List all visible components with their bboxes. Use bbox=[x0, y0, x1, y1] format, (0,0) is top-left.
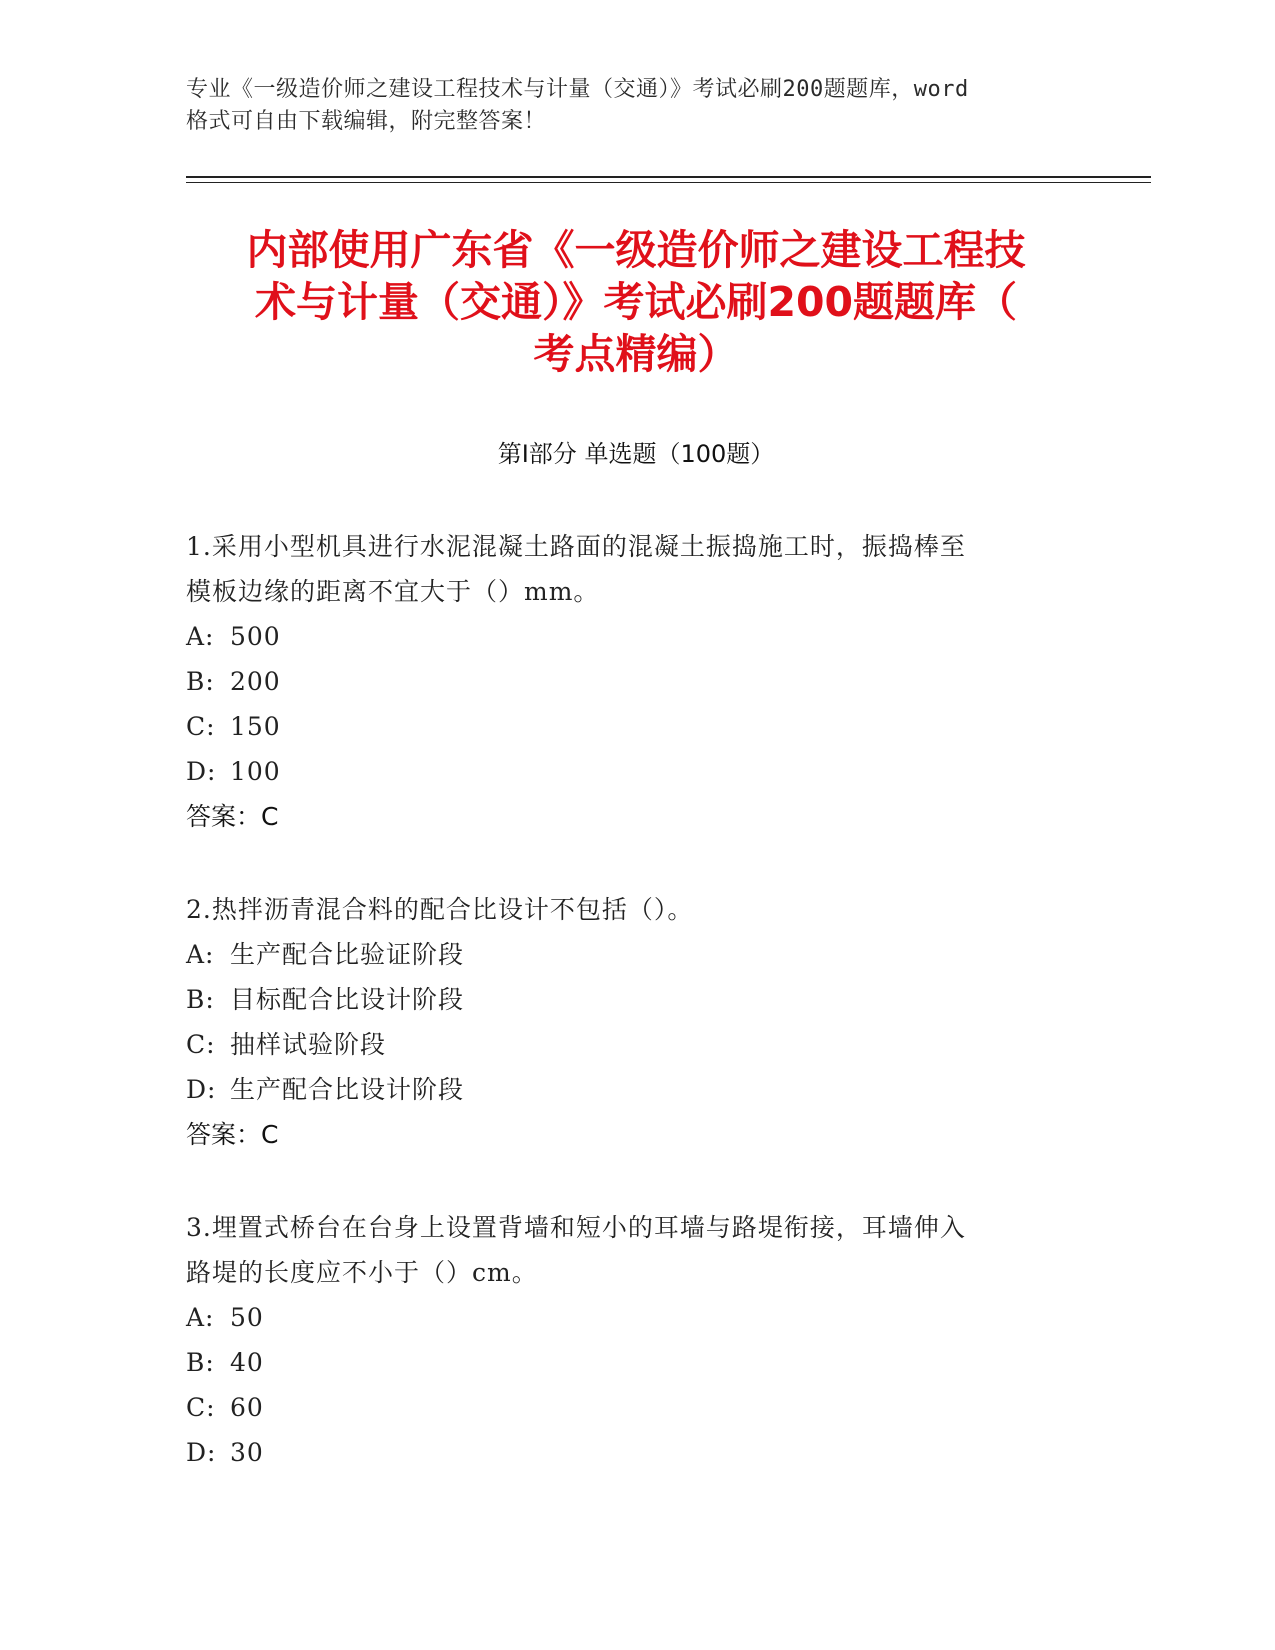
option-letter: A: bbox=[186, 1303, 215, 1332]
title-line-2: 术与计量（交通）》考试必刷200题题库（ bbox=[254, 278, 1018, 326]
header-note bbox=[186, 74, 1066, 138]
question-3-option-c bbox=[186, 1385, 1066, 1430]
question-1-option-b bbox=[186, 659, 1066, 704]
question-3-option-d bbox=[186, 1430, 1066, 1475]
question-3 bbox=[186, 1205, 1066, 1475]
option-text: 目标配合比设计阶段 bbox=[230, 985, 465, 1014]
question-1 bbox=[186, 524, 1066, 839]
question-2-option-b bbox=[186, 977, 1066, 1022]
option-text: 生产配合比验证阶段 bbox=[230, 940, 465, 969]
title-line-3: 考点精编） bbox=[533, 330, 739, 378]
section-heading: 第Ⅰ部分 单选题（100题） bbox=[497, 440, 775, 468]
header-note-line-1: 专业《一级造价师之建设工程技术与计量（交通）》考试必刷200题题库，word bbox=[186, 77, 969, 102]
document-title bbox=[186, 224, 1086, 380]
question-2-option-d bbox=[186, 1067, 1066, 1112]
question-1-option-c bbox=[186, 704, 1066, 749]
question-1-option-a bbox=[186, 614, 1066, 659]
option-letter: D: bbox=[186, 757, 217, 786]
option-text: 150 bbox=[230, 712, 281, 741]
question-2-option-c bbox=[186, 1022, 1066, 1067]
question-1-stem-line-2: 模板边缘的距离不宜大于（）mm。 bbox=[186, 577, 600, 606]
header-divider-thick bbox=[186, 176, 1151, 178]
option-letter: D: bbox=[186, 1438, 217, 1467]
option-letter: C: bbox=[186, 1030, 216, 1059]
option-text: 500 bbox=[230, 622, 281, 651]
question-1-answer: 答案：C bbox=[186, 802, 279, 831]
question-3-option-a bbox=[186, 1295, 1066, 1340]
question-3-stem-line-1: 3.埋置式桥台在台身上设置背墙和短小的耳墙与路堤衔接，耳墙伸入 bbox=[186, 1213, 966, 1242]
option-text: 60 bbox=[230, 1393, 264, 1422]
question-2-option-a bbox=[186, 932, 1066, 977]
question-2 bbox=[186, 887, 1066, 1157]
title-line-1: 内部使用广东省《一级造价师之建设工程技 bbox=[246, 226, 1026, 274]
option-text: 50 bbox=[230, 1303, 264, 1332]
option-letter: B: bbox=[186, 985, 215, 1014]
option-letter: A: bbox=[186, 940, 215, 969]
option-text: 100 bbox=[230, 757, 281, 786]
question-1-option-d bbox=[186, 749, 1066, 794]
option-text: 200 bbox=[230, 667, 281, 696]
question-3-option-b bbox=[186, 1340, 1066, 1385]
question-3-stem-line-2: 路堤的长度应不小于（）cm。 bbox=[186, 1258, 538, 1287]
question-2-answer: 答案：C bbox=[186, 1120, 279, 1149]
header-divider-thin bbox=[186, 182, 1151, 183]
question-2-stem-line-1: 2.热拌沥青混合料的配合比设计不包括（）。 bbox=[186, 895, 694, 924]
option-text: 30 bbox=[230, 1438, 264, 1467]
option-letter: B: bbox=[186, 667, 215, 696]
option-text: 40 bbox=[230, 1348, 264, 1377]
option-letter: A: bbox=[186, 622, 215, 651]
question-list bbox=[186, 524, 1066, 1523]
option-letter: D: bbox=[186, 1075, 217, 1104]
option-text: 抽样试验阶段 bbox=[230, 1030, 387, 1059]
header-note-line-2: 格式可自由下载编辑，附完整答案！ bbox=[186, 109, 547, 134]
option-text: 生产配合比设计阶段 bbox=[230, 1075, 465, 1104]
option-letter: C: bbox=[186, 1393, 216, 1422]
option-letter: C: bbox=[186, 712, 216, 741]
option-letter: B: bbox=[186, 1348, 215, 1377]
question-1-stem-line-1: 1.采用小型机具进行水泥混凝土路面的混凝土振捣施工时，振捣棒至 bbox=[186, 532, 966, 561]
